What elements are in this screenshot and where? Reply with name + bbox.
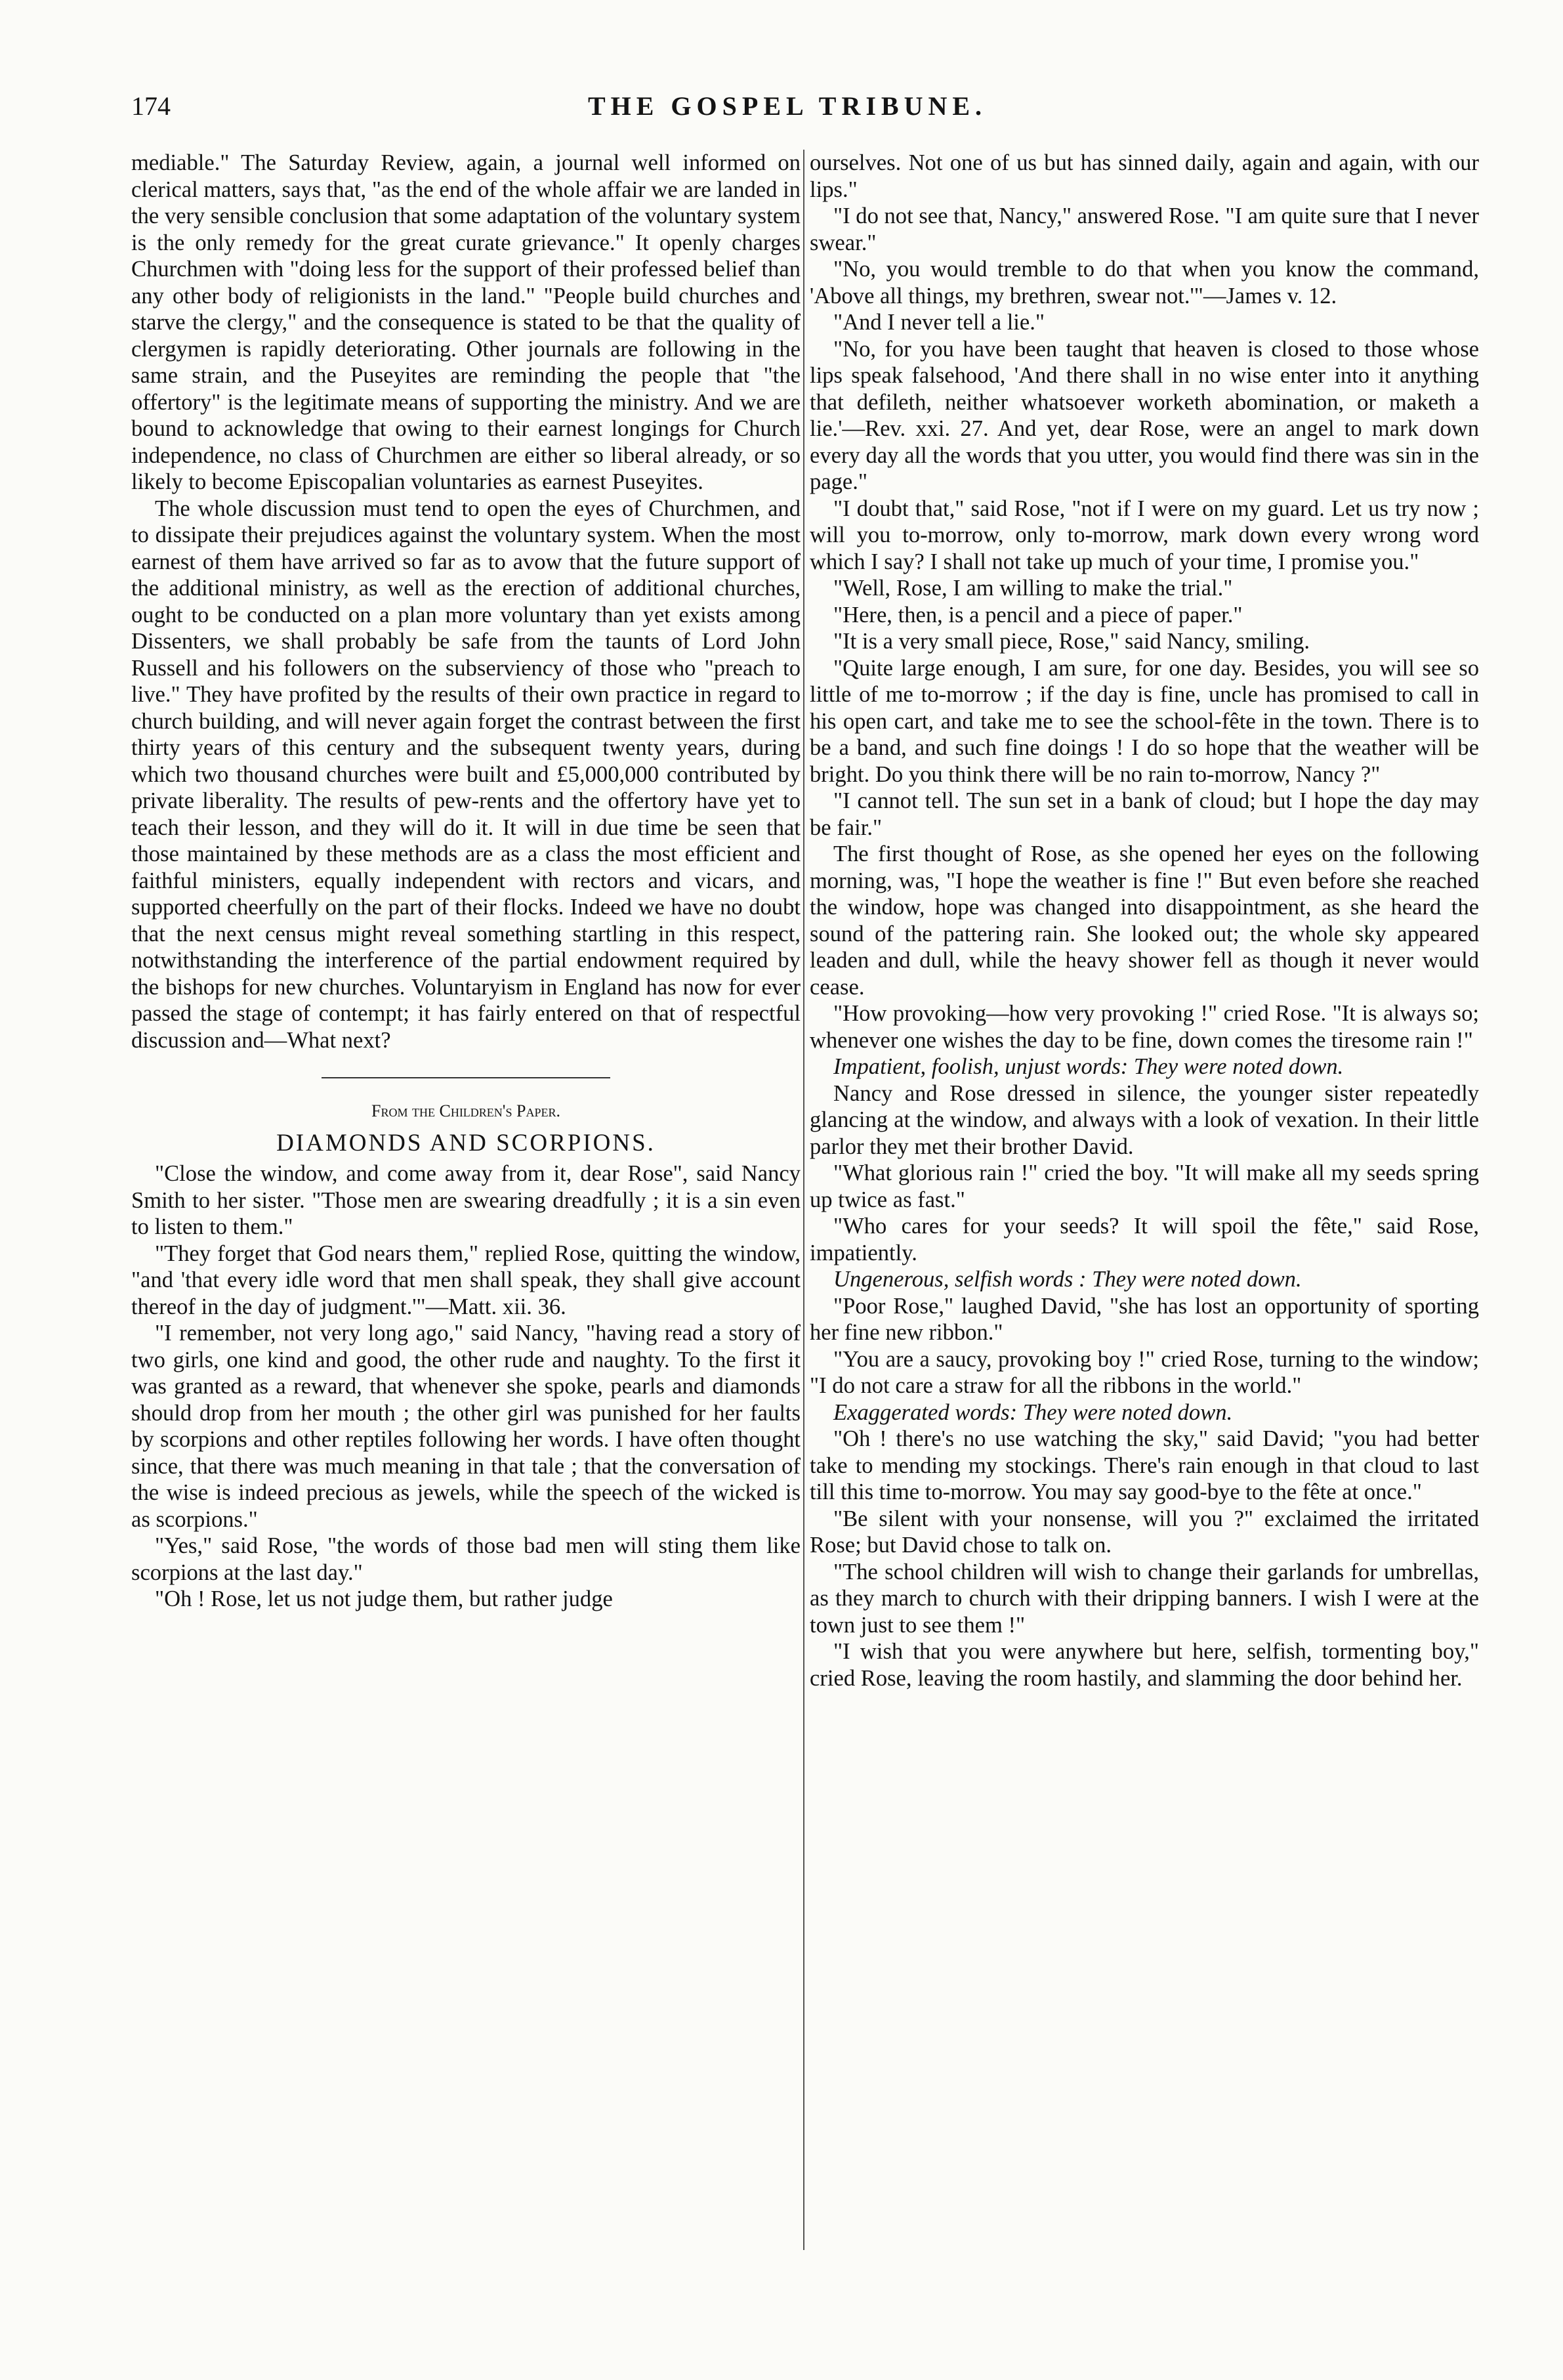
story-paragraph: "No, for you have been taught that heaven is closed to those whose lips speak falsehood, 'And there shall in no wise enter into it anything that defileth, neither whatsoever worketh abomination, or maketh a lie.'—Rev. xxi. 27. And yet, dear Rose, were an angel to mark down every day all the words that you utter, you would find there was sin in the page."	[810, 336, 1479, 494]
story-paragraph: "The school children will wish to change their garlands for umbrellas, as they march to church with their dripping banners. I wish I were at the town just to see them !"	[810, 1559, 1479, 1638]
page-header	[131, 91, 1444, 127]
story-paragraph: "Oh ! there's no use watching the sky," said David; "you had better take to mending my stockings. There's rain enough in that cloud to last till this time to-morrow. You may say good-bye to the fête at once."	[810, 1426, 1479, 1504]
story-paragraph: "They forget that God nears them," replied Rose, quitting the window, "and 'that every idle word that men shall speak, they shall give account thereof in the day of judgment.'"—Matt. xii. 36.	[131, 1241, 801, 1319]
column-divider	[803, 150, 804, 2250]
section-separator	[322, 1077, 610, 1078]
story-paragraph: "Be silent with your nonsense, will you ?" exclaimed the irritated Rose; but David chose to talk on.	[810, 1506, 1479, 1558]
page-number: 174	[131, 91, 171, 121]
left-column	[131, 150, 801, 2342]
story-paragraph: "Close the window, and come away from it, dear Rose", said Nancy Smith to her sister. "Those men are swearing dreadfully ; it is a sin even to listen to them."	[131, 1161, 801, 1239]
story-paragraph: "And I never tell a lie."	[833, 310, 1045, 335]
story-source: From the Children's Paper.	[371, 1101, 560, 1120]
story-paragraph: "What glorious rain !" cried the boy. "It will make all my seeds spring up twice as fast."	[810, 1160, 1479, 1212]
story-paragraph: "Who cares for your seeds? It will spoil the fête," said Rose, impatiently.	[810, 1214, 1479, 1265]
story-paragraph: The first thought of Rose, as she opened her eyes on the following morning, was, "I hope the weather is fine !" But even before she reached the window, hope was changed into disappointment, as she heard the sound of the pattering rain. She looked out; the whole sky appeared leaden and dull, while the heavy shower fell as though it never would cease.	[810, 841, 1479, 1000]
story-paragraph: "I remember, not very long ago," said Nancy, "having read a story of two girls, one kind and good, the other rude and naughty. To the first it was granted as a reward, that whenever she spoke, pearls and diamonds should drop from her mouth ; the other girl was punished for her faults by scorpions and other reptiles following her words. I have often thought since, that there was much meaning in that tale ; that the conversation of the wise is indeed precious as jewels, while the speech of the wicked is as scorpions."	[131, 1321, 801, 1532]
story-paragraph: "You are a saucy, provoking boy !" cried Rose, turning to the window; "I do not care a straw for all the ribbons in the world."	[810, 1346, 1479, 1398]
story-paragraph: Nancy and Rose dressed in silence, the younger sister repeatedly glancing at the window, and always with a look of vexation. In their little parlor they met their brother David.	[810, 1080, 1479, 1159]
noted-words-remark: Exaggerated words: They were noted down.	[833, 1399, 1233, 1425]
story-paragraph: "I doubt that," said Rose, "not if I were on my guard. Let us try now ; will you to-morrow, only to-morrow, mark down every wrong word which I say? I shall not take up much of your time, I promise you."	[810, 496, 1479, 574]
story-paragraph: "Well, Rose, I am willing to make the trial."	[833, 576, 1233, 601]
story-paragraph: "Quite large enough, I am sure, for one day. Besides, you will see so little of me to-morrow ; if the day is fine, uncle has promised to call in his open cart, and take me to see the school-fête in the town. There is to be a band, and such fine doings ! I do so hope that the weather will be bright. Do you think there will be no rain to-morrow, Nancy ?"	[810, 655, 1479, 787]
story-paragraph: "Yes," said Rose, "the words of those bad men will sting them like scorpions at the last day."	[131, 1533, 801, 1585]
story-paragraph: "I cannot tell. The sun set in a bank of cloud; but I hope the day may be fair."	[810, 788, 1479, 840]
story-title: DIAMONDS AND SCORPIONS.	[276, 1129, 656, 1157]
article-paragraph: mediable." The Saturday Review, again, a journal well informed on clerical matters, says that, "as the end of the whole affair we are landed in the very sensible conclusion that some adaptation of the voluntary system is the only remedy for the great curate grievance." It openly charges Churchmen with "doing less for the support of their professed belief than any other body of religionists in the land." "People build churches and starve the clergy," and the consequence is stated to be that the quality of clergymen is rapidly deteriorating. Other journals are following in the same strain, and the Puseyites are reminding the people that "the offertory" is the legitimate means of supporting the ministry. And we are bound to acknowledge that owing to their earnest longings for Church independence, no class of Churchmen are either so liberal already, or so likely to become Episcopalian voluntaries as earnest Puseyites.	[131, 150, 801, 494]
story-paragraph: "Oh ! Rose, let us not judge them, but rather judge	[155, 1586, 613, 1611]
right-column	[810, 150, 1479, 2342]
story-paragraph: "I do not see that, Nancy," answered Rose. "I am quite sure that I never swear."	[810, 203, 1479, 255]
noted-words-remark: Impatient, foolish, unjust words: They were noted down.	[833, 1054, 1344, 1079]
story-paragraph: "No, you would tremble to do that when you know the command, 'Above all things, my brethren, swear not.'"—James v. 12.	[810, 257, 1479, 308]
story-paragraph: "It is a very small piece, Rose," said Nancy, smiling.	[833, 629, 1310, 654]
story-paragraph: "How provoking—how very provoking !" cried Rose. "It is always so; whenever one wishes the day to be fine, down comes the tiresome rain !"	[810, 1001, 1479, 1053]
article-paragraph: The whole discussion must tend to open the eyes of Churchmen, and to dissipate their prejudices against the voluntary system. When the most earnest of them have arrived so far as to avow that the future support of the additional ministry, as well as the erection of additional churches, ought to be conducted on a plan more voluntary than yet exists among Dissenters, we shall probably be safe from the taunts of Lord John Russell and his followers on the subserviency of those who "preach to live." They have profited by the results of their own practice in regard to church building, and will never again forget the contrast between the first thirty years of this century and the subsequent twenty years, during which two thousand churches were built and £5,000,000 contributed by private liberality. The results of pew-rents and the offertory have yet to teach their lesson, and they will do it. It will in due time be seen that those maintained by these methods are as a class the most efficient and faithful ministers, equally independent with rectors and vicars, and supported cheerfully on the part of their flocks. Indeed we have no doubt that the next census might reveal something startling in this respect, notwithstanding the interference of the partial endowment required by the bishops for new churches. Voluntaryism in England has now for ever passed the stage of contempt; it has fairly entered on that of respectful discussion and—What next?	[131, 496, 801, 1053]
noted-words-remark: Ungenerous, selfish words : They were noted down.	[833, 1267, 1302, 1292]
story-paragraph: "Here, then, is a pencil and a piece of paper."	[833, 602, 1243, 627]
story-paragraph: "I wish that you were anywhere but here, selfish, tormenting boy," cried Rose, leaving the room hastily, and slamming the door behind her.	[810, 1639, 1479, 1691]
story-paragraph: ourselves. Not one of us but has sinned daily, again and again, with our lips."	[810, 150, 1479, 202]
publication-title: THE GOSPEL TRIBUNE.	[587, 91, 988, 121]
story-paragraph: "Poor Rose," laughed David, "she has lost an opportunity of sporting her fine new ribbon."	[810, 1293, 1479, 1345]
